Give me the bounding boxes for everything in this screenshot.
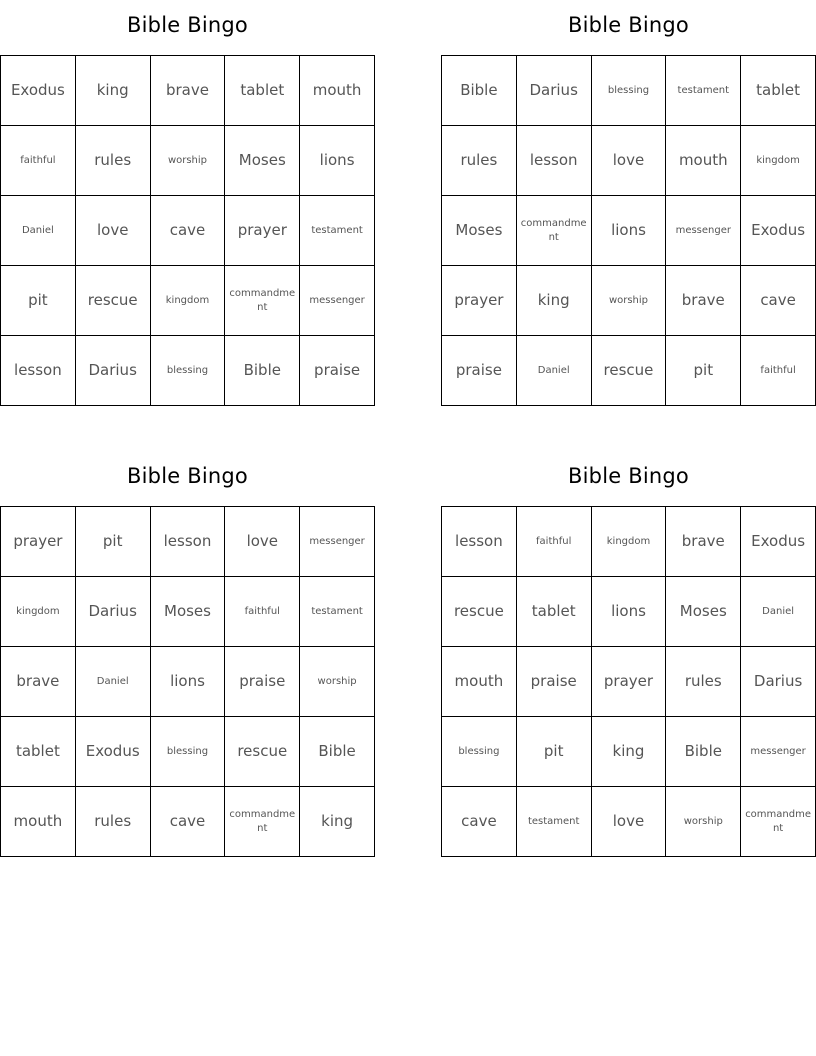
bingo-cell: praise xyxy=(442,336,517,406)
bingo-cell: tablet xyxy=(741,56,816,126)
bingo-cell: cave xyxy=(150,787,225,857)
bingo-cell: Darius xyxy=(75,336,150,406)
bingo-cell: lions xyxy=(150,647,225,717)
bingo-cell: Bible xyxy=(225,336,300,406)
bingo-cell: prayer xyxy=(1,507,76,577)
grid-row xyxy=(442,717,816,787)
card-title: Bible Bingo xyxy=(127,13,248,37)
bingo-cell: king xyxy=(300,787,375,857)
bingo-cell: testament xyxy=(666,56,741,126)
grid-row xyxy=(442,787,816,857)
bingo-cell: Daniel xyxy=(741,577,816,647)
grid-row xyxy=(1,507,375,577)
bingo-cell: rescue xyxy=(591,336,666,406)
bingo-cell: commandment xyxy=(225,266,300,336)
bingo-cell: pit xyxy=(1,266,76,336)
bingo-cell: praise xyxy=(225,647,300,717)
bingo-cell: Exodus xyxy=(741,507,816,577)
bingo-cell: kingdom xyxy=(1,577,76,647)
bingo-cell: cave xyxy=(442,787,517,857)
bingo-cell: Daniel xyxy=(516,336,591,406)
bingo-cell: king xyxy=(75,56,150,126)
grid-row xyxy=(442,647,816,717)
bingo-cell: Moses xyxy=(666,577,741,647)
bingo-cell: praise xyxy=(516,647,591,717)
grid-row xyxy=(442,507,816,577)
bingo-cell: kingdom xyxy=(150,266,225,336)
grid-row xyxy=(1,577,375,647)
bingo-cell: Darius xyxy=(75,577,150,647)
bingo-cell: love xyxy=(225,507,300,577)
bingo-cell: messenger xyxy=(300,266,375,336)
bingo-cell: pit xyxy=(75,507,150,577)
bingo-cell: king xyxy=(516,266,591,336)
grid-row xyxy=(1,56,375,126)
bingo-cell: brave xyxy=(150,56,225,126)
bingo-cell: prayer xyxy=(442,266,517,336)
bingo-cell: lions xyxy=(300,126,375,196)
bingo-cell: love xyxy=(591,787,666,857)
bingo-cell: testament xyxy=(516,787,591,857)
bingo-cell: pit xyxy=(516,717,591,787)
card-title: Bible Bingo xyxy=(568,464,689,488)
bingo-cell: messenger xyxy=(666,196,741,266)
grid-row xyxy=(442,577,816,647)
bingo-cell: faithful xyxy=(225,577,300,647)
bingo-cell: tablet xyxy=(516,577,591,647)
bingo-cell: prayer xyxy=(591,647,666,717)
bingo-cell: rescue xyxy=(442,577,517,647)
bingo-cell: worship xyxy=(591,266,666,336)
bingo-cell: messenger xyxy=(300,507,375,577)
bingo-cell: testament xyxy=(300,577,375,647)
bingo-cell: blessing xyxy=(150,336,225,406)
bingo-cell: faithful xyxy=(1,126,76,196)
bingo-cell: love xyxy=(75,196,150,266)
bingo-cell: Daniel xyxy=(75,647,150,717)
grid-row xyxy=(442,126,816,196)
bingo-cell: pit xyxy=(666,336,741,406)
bingo-cell: Moses xyxy=(442,196,517,266)
bingo-cell: mouth xyxy=(300,56,375,126)
bingo-cell: mouth xyxy=(442,647,517,717)
bingo-cell: rules xyxy=(75,787,150,857)
bingo-cell: king xyxy=(591,717,666,787)
bingo-cell: testament xyxy=(300,196,375,266)
card-title: Bible Bingo xyxy=(127,464,248,488)
bingo-cell: rules xyxy=(442,126,517,196)
grid-row xyxy=(442,266,816,336)
bingo-cell: kingdom xyxy=(741,126,816,196)
bingo-cell: brave xyxy=(1,647,76,717)
bingo-cell: Exodus xyxy=(741,196,816,266)
bingo-cell: prayer xyxy=(225,196,300,266)
bingo-cell: lesson xyxy=(1,336,76,406)
bingo-cell: Bible xyxy=(666,717,741,787)
bingo-cell: worship xyxy=(666,787,741,857)
bingo-cell: cave xyxy=(741,266,816,336)
grid-row xyxy=(442,56,816,126)
bingo-cell: brave xyxy=(666,266,741,336)
bingo-cell: blessing xyxy=(442,717,517,787)
bingo-cell: Daniel xyxy=(1,196,76,266)
bingo-cell: brave xyxy=(666,507,741,577)
grid-row xyxy=(442,196,816,266)
grid-row xyxy=(1,336,375,406)
bingo-cell: Moses xyxy=(225,126,300,196)
bingo-grid xyxy=(441,55,816,406)
grid-row xyxy=(442,336,816,406)
grid-row xyxy=(1,266,375,336)
bingo-grid xyxy=(0,55,375,406)
bingo-cell: kingdom xyxy=(591,507,666,577)
bingo-cell: rules xyxy=(666,647,741,717)
grid-row xyxy=(1,196,375,266)
bingo-cell: commandment xyxy=(516,196,591,266)
bingo-cell: lions xyxy=(591,577,666,647)
bingo-cell: lions xyxy=(591,196,666,266)
bingo-cell: Exodus xyxy=(75,717,150,787)
bingo-cell: lesson xyxy=(442,507,517,577)
bingo-cell: worship xyxy=(150,126,225,196)
bingo-cell: Bible xyxy=(442,56,517,126)
bingo-cell: tablet xyxy=(1,717,76,787)
bingo-cell: mouth xyxy=(666,126,741,196)
bingo-cell: mouth xyxy=(1,787,76,857)
bingo-cell: cave xyxy=(150,196,225,266)
grid-row xyxy=(1,126,375,196)
bingo-cell: messenger xyxy=(741,717,816,787)
bingo-cell: rescue xyxy=(225,717,300,787)
bingo-cell: Bible xyxy=(300,717,375,787)
bingo-cell: lesson xyxy=(516,126,591,196)
bingo-cell: lesson xyxy=(150,507,225,577)
bingo-cell: Darius xyxy=(516,56,591,126)
bingo-cell: rules xyxy=(75,126,150,196)
bingo-cell: love xyxy=(591,126,666,196)
bingo-cell: Darius xyxy=(741,647,816,717)
bingo-cell: commandment xyxy=(225,787,300,857)
grid-row xyxy=(1,787,375,857)
bingo-cell: rescue xyxy=(75,266,150,336)
grid-row xyxy=(1,647,375,717)
bingo-cell: worship xyxy=(300,647,375,717)
bingo-cell: blessing xyxy=(591,56,666,126)
bingo-cell: Moses xyxy=(150,577,225,647)
bingo-cell: tablet xyxy=(225,56,300,126)
bingo-cell: praise xyxy=(300,336,375,406)
bingo-cell: faithful xyxy=(741,336,816,406)
card-title: Bible Bingo xyxy=(568,13,689,37)
bingo-grid xyxy=(441,506,816,857)
grid-row xyxy=(1,717,375,787)
bingo-cell: faithful xyxy=(516,507,591,577)
bingo-grid xyxy=(0,506,375,857)
bingo-cell: blessing xyxy=(150,717,225,787)
bingo-cell: commandment xyxy=(741,787,816,857)
bingo-cell: Exodus xyxy=(1,56,76,126)
